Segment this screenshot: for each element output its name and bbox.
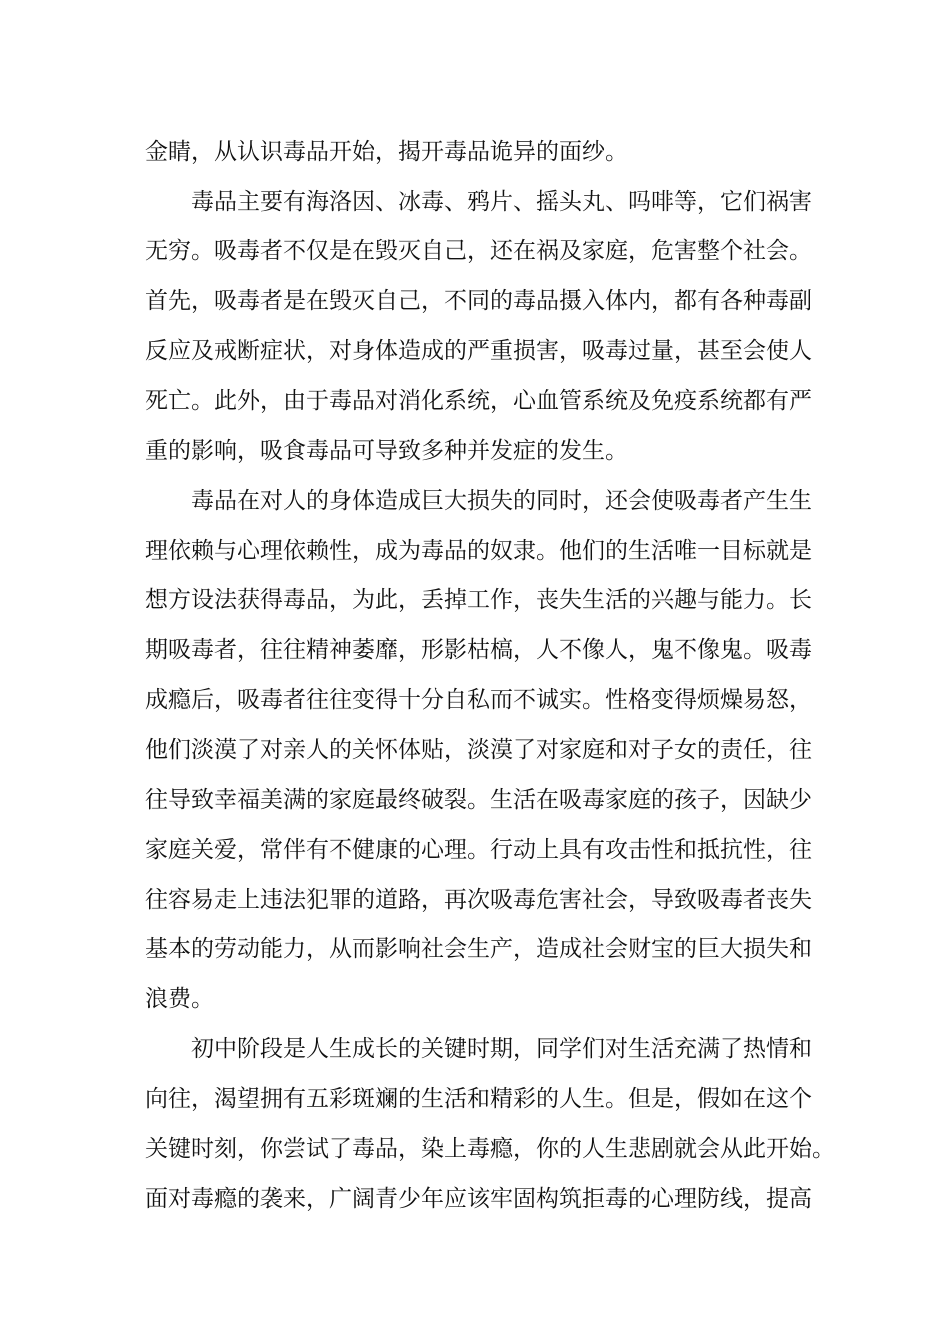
paragraph-first-line: 毒品主要有海洛因、冰毒、鸦片、摇头丸、吗啡等，它们祸害 (191, 189, 812, 215)
text-line: 无穷。吸毒者不仅是在毁灭自己，还在祸及家庭，危害整个社会。 (145, 238, 812, 264)
text-line: 成瘾后，吸毒者往往变得十分自私而不诚实。性格变得烦燥易怒， (145, 687, 812, 713)
text-line: 他们淡漠了对亲人的关怀体贴，淡漠了对家庭和对子女的责任，往 (145, 737, 812, 763)
text-line: 理依赖与心理依赖性，成为毒品的奴隶。他们的生活唯一目标就是 (145, 538, 812, 564)
paragraph-first-line: 毒品在对人的身体造成巨大损失的同时，还会使吸毒者产生生 (191, 488, 812, 514)
text-line: 浪费。 (145, 986, 214, 1012)
text-line: 向往，渴望拥有五彩斑斓的生活和精彩的人生。但是，假如在这个 (145, 1086, 812, 1112)
text-line: 关键时刻，你尝试了毒品，染上毒瘾，你的人生悲剧就会从此开始。 (145, 1136, 835, 1162)
text-line: 想方设法获得毒品，为此，丢掉工作，丧失生活的兴趣与能力。长 (145, 587, 812, 613)
text-line: 死亡。此外，由于毒品对消化系统，心血管系统及免疫系统都有严 (145, 388, 812, 414)
paragraph-first-line: 初中阶段是人生成长的关键时期，同学们对生活充满了热情和 (191, 1036, 812, 1062)
text-line: 往导致幸福美满的家庭最终破裂。生活在吸毒家庭的孩子，因缺少 (145, 787, 812, 813)
text-line: 家庭关爱，常伴有不健康的心理。行动上具有攻击性和抵抗性，往 (145, 837, 812, 863)
text-line: 基本的劳动能力，从而影响社会生产，造成社会财宝的巨大损失和 (145, 936, 812, 962)
text-line: 反应及戒断症状，对身体造成的严重损害，吸毒过量，甚至会使人 (145, 338, 812, 364)
text-line: 期吸毒者，往往精神萎靡，形影枯槁，人不像人，鬼不像鬼。吸毒 (145, 637, 812, 663)
text-line: 重的影响，吸食毒品可导致多种并发症的发生。 (145, 438, 628, 464)
text-line: 往容易走上违法犯罪的道路，再次吸毒危害社会，导致吸毒者丧失 (145, 887, 812, 913)
text-line: 金睛，从认识毒品开始，揭开毒品诡异的面纱。 (145, 139, 628, 165)
text-line: 首先，吸毒者是在毁灭自己，不同的毒品摄入体内，都有各种毒副 (145, 288, 812, 314)
text-line: 面对毒瘾的袭来，广阔青少年应该牢固构筑拒毒的心理防线，提高 (145, 1186, 812, 1212)
